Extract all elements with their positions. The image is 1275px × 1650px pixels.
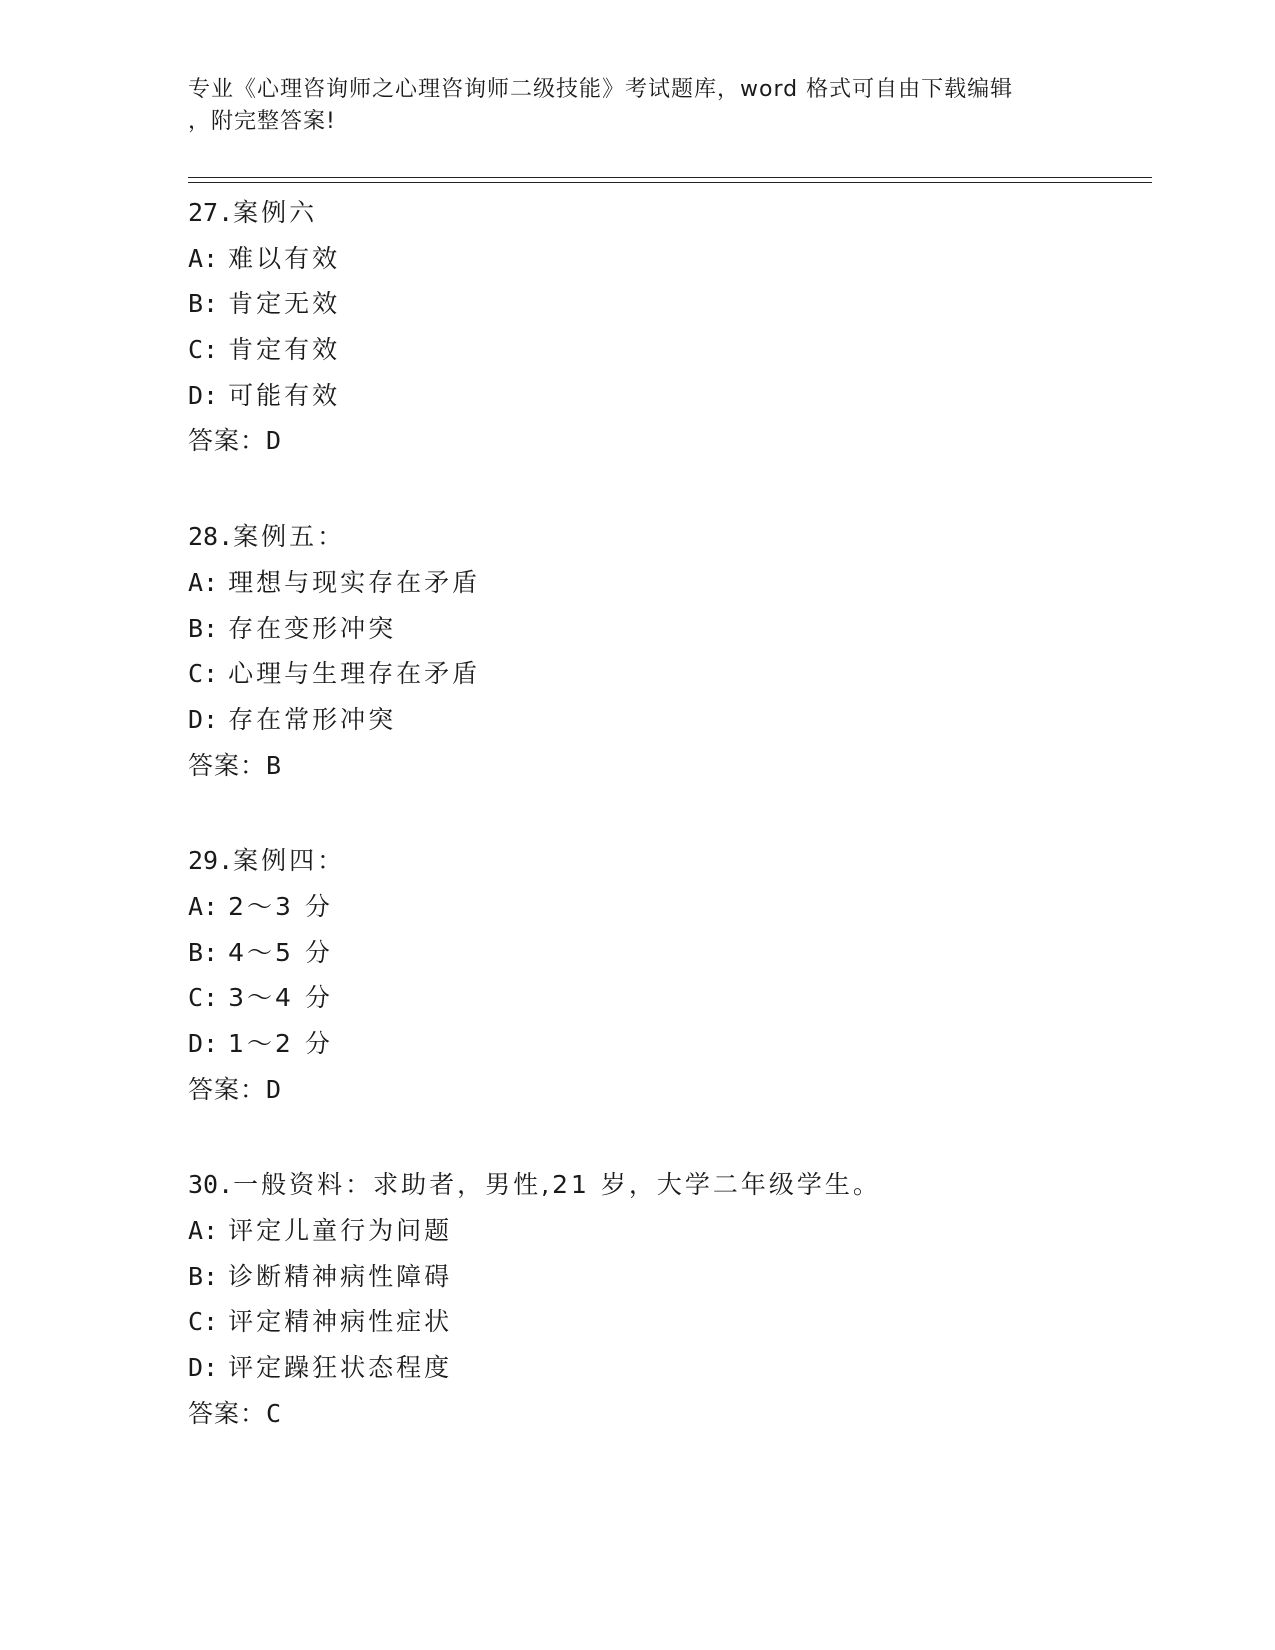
question-number: 27. <box>188 198 234 227</box>
option-c <box>188 1299 1148 1345</box>
option-b <box>188 606 1148 652</box>
answer-value: C <box>266 1398 283 1428</box>
option-letter: A: <box>188 243 219 273</box>
question-title: 案例五： <box>233 522 346 552</box>
option-letter: D: <box>188 380 219 410</box>
option-c <box>188 975 1148 1021</box>
option-text: 难以有效 <box>228 243 341 273</box>
question-number: 30. <box>188 1170 234 1200</box>
option-letter: B: <box>188 613 219 643</box>
option-letter: B: <box>188 1261 219 1291</box>
header-line-1: 专业《心理咨询师之心理咨询师二级技能》考试题库，word 格式可自由下载编辑 <box>188 77 1014 102</box>
option-letter: D: <box>188 704 219 734</box>
option-text: 评定儿童行为问题 <box>228 1216 453 1246</box>
answer-line <box>188 418 1148 464</box>
answer-value: D <box>266 426 283 456</box>
question-number: 28. <box>188 522 234 552</box>
question-list <box>188 190 1148 1487</box>
option-a <box>188 236 1148 282</box>
option-letter: C: <box>188 335 219 365</box>
question-stem <box>188 838 1148 884</box>
option-d <box>188 1021 1148 1067</box>
question-title: 一般资料：求助者，男性,21 岁，大学二年级学生。 <box>233 1170 881 1200</box>
option-letter: A: <box>188 891 219 921</box>
answer-line <box>188 743 1148 789</box>
option-text: 存在常形冲突 <box>228 704 397 734</box>
answer-label: 答案： <box>188 750 267 780</box>
question-29 <box>188 838 1148 1112</box>
option-text: 理想与现实存在矛盾 <box>228 567 481 597</box>
option-text: 诊断精神病性障碍 <box>228 1261 453 1291</box>
answer-line <box>188 1067 1148 1113</box>
answer-label: 答案： <box>188 1074 267 1104</box>
option-letter: C: <box>188 659 219 689</box>
question-title: 案例四： <box>233 846 346 876</box>
option-d <box>188 373 1148 419</box>
answer-line <box>188 1391 1148 1437</box>
answer-label: 答案： <box>188 1398 267 1428</box>
option-a <box>188 884 1148 930</box>
option-letter: C: <box>188 983 219 1013</box>
option-text: 评定躁狂状态程度 <box>228 1353 453 1383</box>
option-text: 3～4 分 <box>228 983 333 1013</box>
option-text: 心理与生理存在矛盾 <box>228 659 481 689</box>
option-text: 评定精神病性症状 <box>228 1307 453 1337</box>
header-divider-bottom <box>188 182 1152 183</box>
question-27 <box>188 190 1148 464</box>
option-text: 肯定无效 <box>228 289 341 319</box>
option-letter: B: <box>188 937 219 967</box>
header-divider-top <box>188 177 1152 178</box>
option-b <box>188 1254 1148 1300</box>
question-stem <box>188 514 1148 560</box>
option-text: 存在变形冲突 <box>228 613 397 643</box>
option-c <box>188 651 1148 697</box>
question-stem <box>188 190 1148 236</box>
question-stem <box>188 1162 1148 1208</box>
option-d <box>188 1345 1148 1391</box>
option-text: 可能有效 <box>228 380 341 410</box>
option-c <box>188 327 1148 373</box>
option-a <box>188 560 1148 606</box>
option-letter: A: <box>188 1216 219 1246</box>
question-number: 29. <box>188 846 234 876</box>
option-text: 4～5 分 <box>228 937 333 967</box>
answer-value: B <box>266 750 283 780</box>
option-letter: A: <box>188 567 219 597</box>
answer-label: 答案： <box>188 426 267 456</box>
option-text: 2～3 分 <box>228 891 333 921</box>
option-a <box>188 1208 1148 1254</box>
option-d <box>188 697 1148 743</box>
option-b <box>188 930 1148 976</box>
answer-value: D <box>266 1074 283 1104</box>
option-letter: D: <box>188 1353 219 1383</box>
option-letter: D: <box>188 1029 219 1058</box>
option-letter: C: <box>188 1307 219 1337</box>
header-line-2: ，附完整答案! <box>188 109 336 134</box>
question-30 <box>188 1162 1148 1436</box>
option-text: 肯定有效 <box>228 335 341 365</box>
document-header <box>188 74 1088 138</box>
question-28 <box>188 514 1148 788</box>
option-b <box>188 281 1148 327</box>
option-text: 1～2 分 <box>228 1029 333 1058</box>
option-letter: B: <box>188 289 219 319</box>
question-title: 案例六 <box>233 198 318 227</box>
